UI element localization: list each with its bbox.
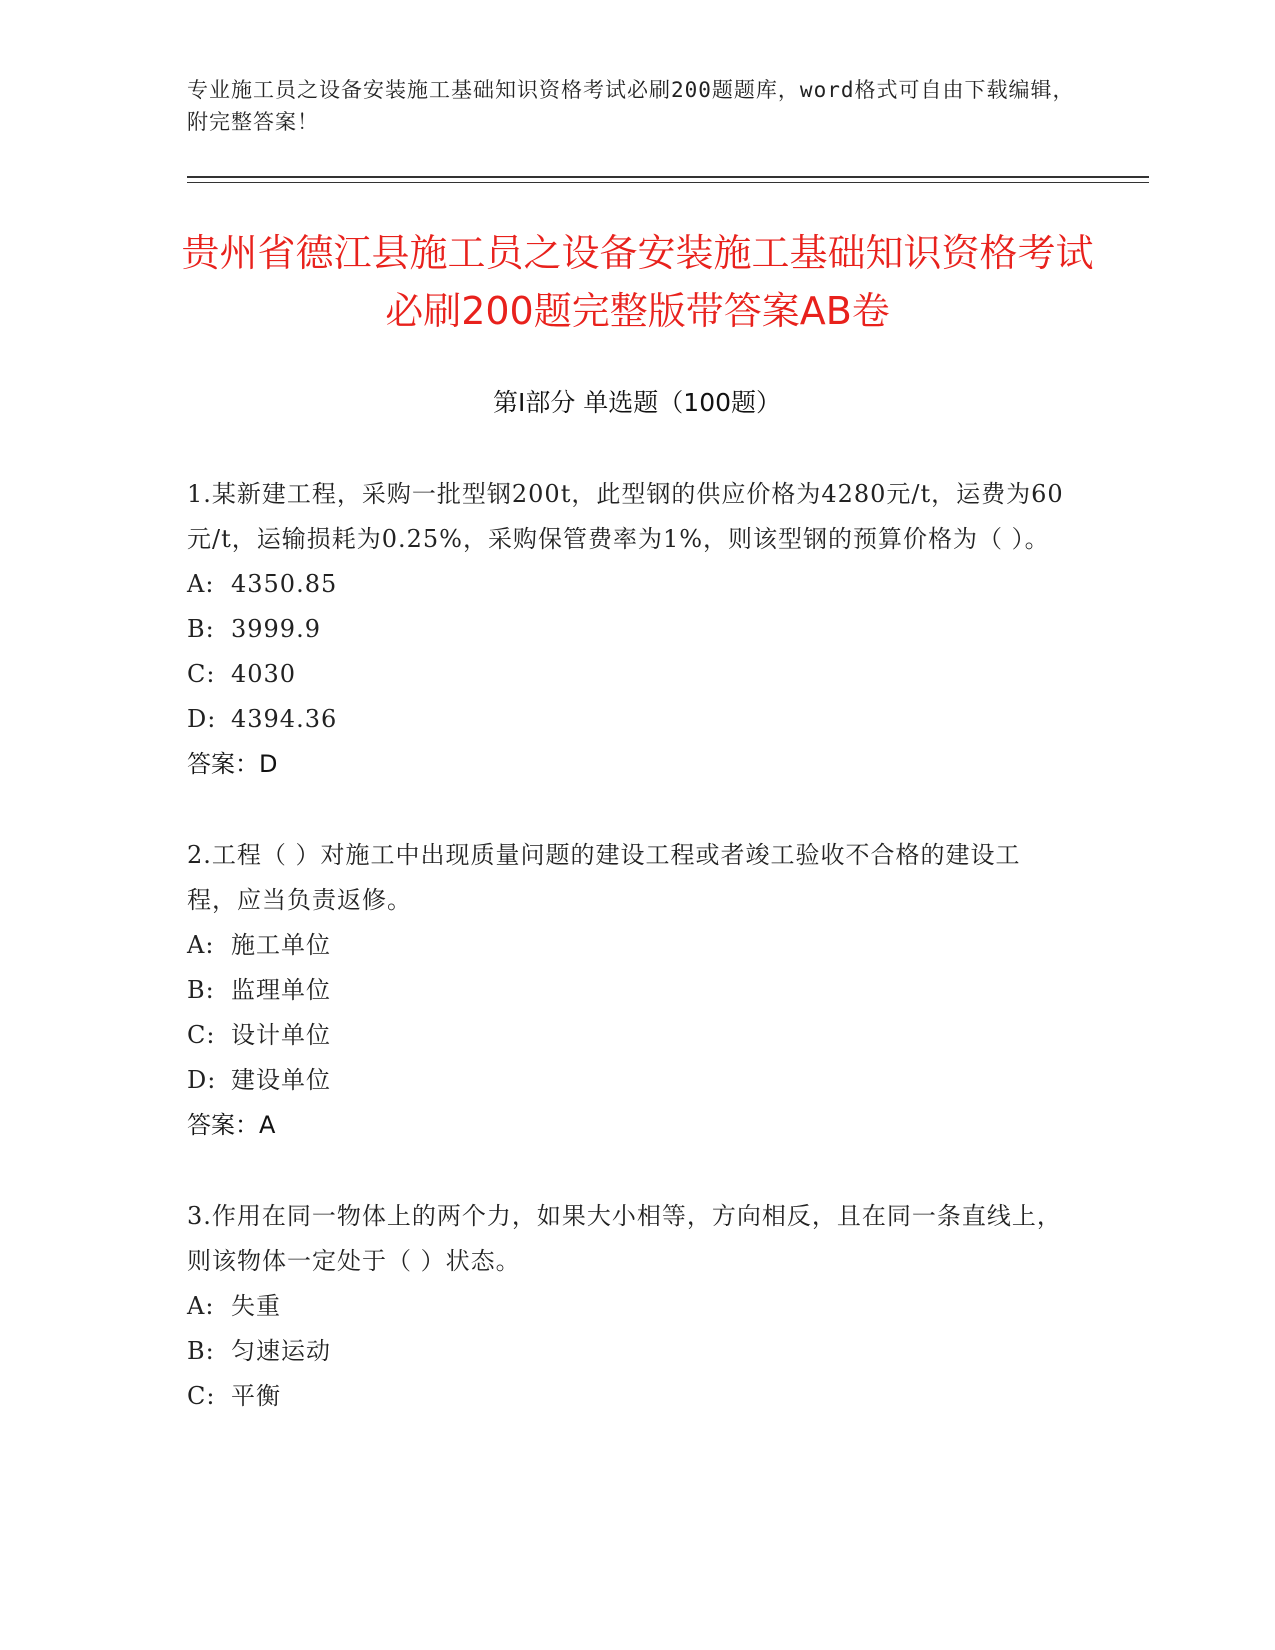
header-note: 专业施工员之设备安装施工基础知识资格考试必刷200题题库，word格式可自由下载编辑，附完整答案！ [187,78,1075,134]
option-letter: B: [187,1337,215,1365]
option-text: 4030 [231,660,297,688]
question-stem: 1.某新建工程，采购一批型钢200t，此型钢的供应价格为4280元/t，运费为60元/t，运输损耗为0.25%，采购保管费率为1%，则该型钢的预算价格为（ ）。 [187,480,1064,553]
option-text: 监理单位 [231,976,331,1004]
document-title: 贵州省德江县施工员之设备安装施工基础知识资格考试必刷200题完整版带答案AB卷 [181,231,1094,333]
option-a [187,923,1067,968]
option-a [187,1284,1067,1329]
option-letter: D: [187,1066,217,1094]
option-text: 3999.9 [231,615,321,643]
header-divider-thin [187,182,1149,183]
option-a [187,562,1067,607]
option-text: 平衡 [231,1382,281,1410]
option-letter: A: [187,1292,215,1320]
question-3 [187,1194,1067,1419]
option-text: 4350.85 [231,570,338,598]
option-letter: A: [187,570,215,598]
question-stem: 2.工程（ ）对施工中出现质量问题的建设工程或者竣工验收不合格的建设工程，应当负责返修。 [187,841,1021,914]
question-list [187,472,1067,1465]
option-text: 施工单位 [231,931,331,959]
option-b [187,607,1067,652]
option-c [187,1013,1067,1058]
option-text: 失重 [231,1292,281,1320]
option-text: 匀速运动 [231,1337,331,1365]
option-d [187,1058,1067,1103]
option-letter: C: [187,660,216,688]
option-c [187,1374,1067,1419]
answer-line: 答案：D [187,750,278,778]
option-letter: C: [187,1382,216,1410]
section-heading: 第Ⅰ部分 单选题（100题） [492,388,782,417]
option-text: 4394.36 [231,705,338,733]
option-letter: C: [187,1021,216,1049]
option-text: 建设单位 [231,1066,331,1094]
option-b [187,968,1067,1013]
question-stem: 3.作用在同一物体上的两个力，如果大小相等，方向相反，且在同一条直线上，则该物体一定处于（ ）状态。 [187,1202,1062,1275]
option-letter: B: [187,615,215,643]
header-divider-thick [187,176,1149,178]
question-2 [187,833,1067,1148]
option-letter: A: [187,931,215,959]
option-d [187,697,1067,742]
answer-line: 答案：A [187,1111,276,1139]
option-b [187,1329,1067,1374]
option-text: 设计单位 [231,1021,331,1049]
question-1 [187,472,1067,787]
option-letter: B: [187,976,215,1004]
option-c [187,652,1067,697]
option-letter: D: [187,705,217,733]
